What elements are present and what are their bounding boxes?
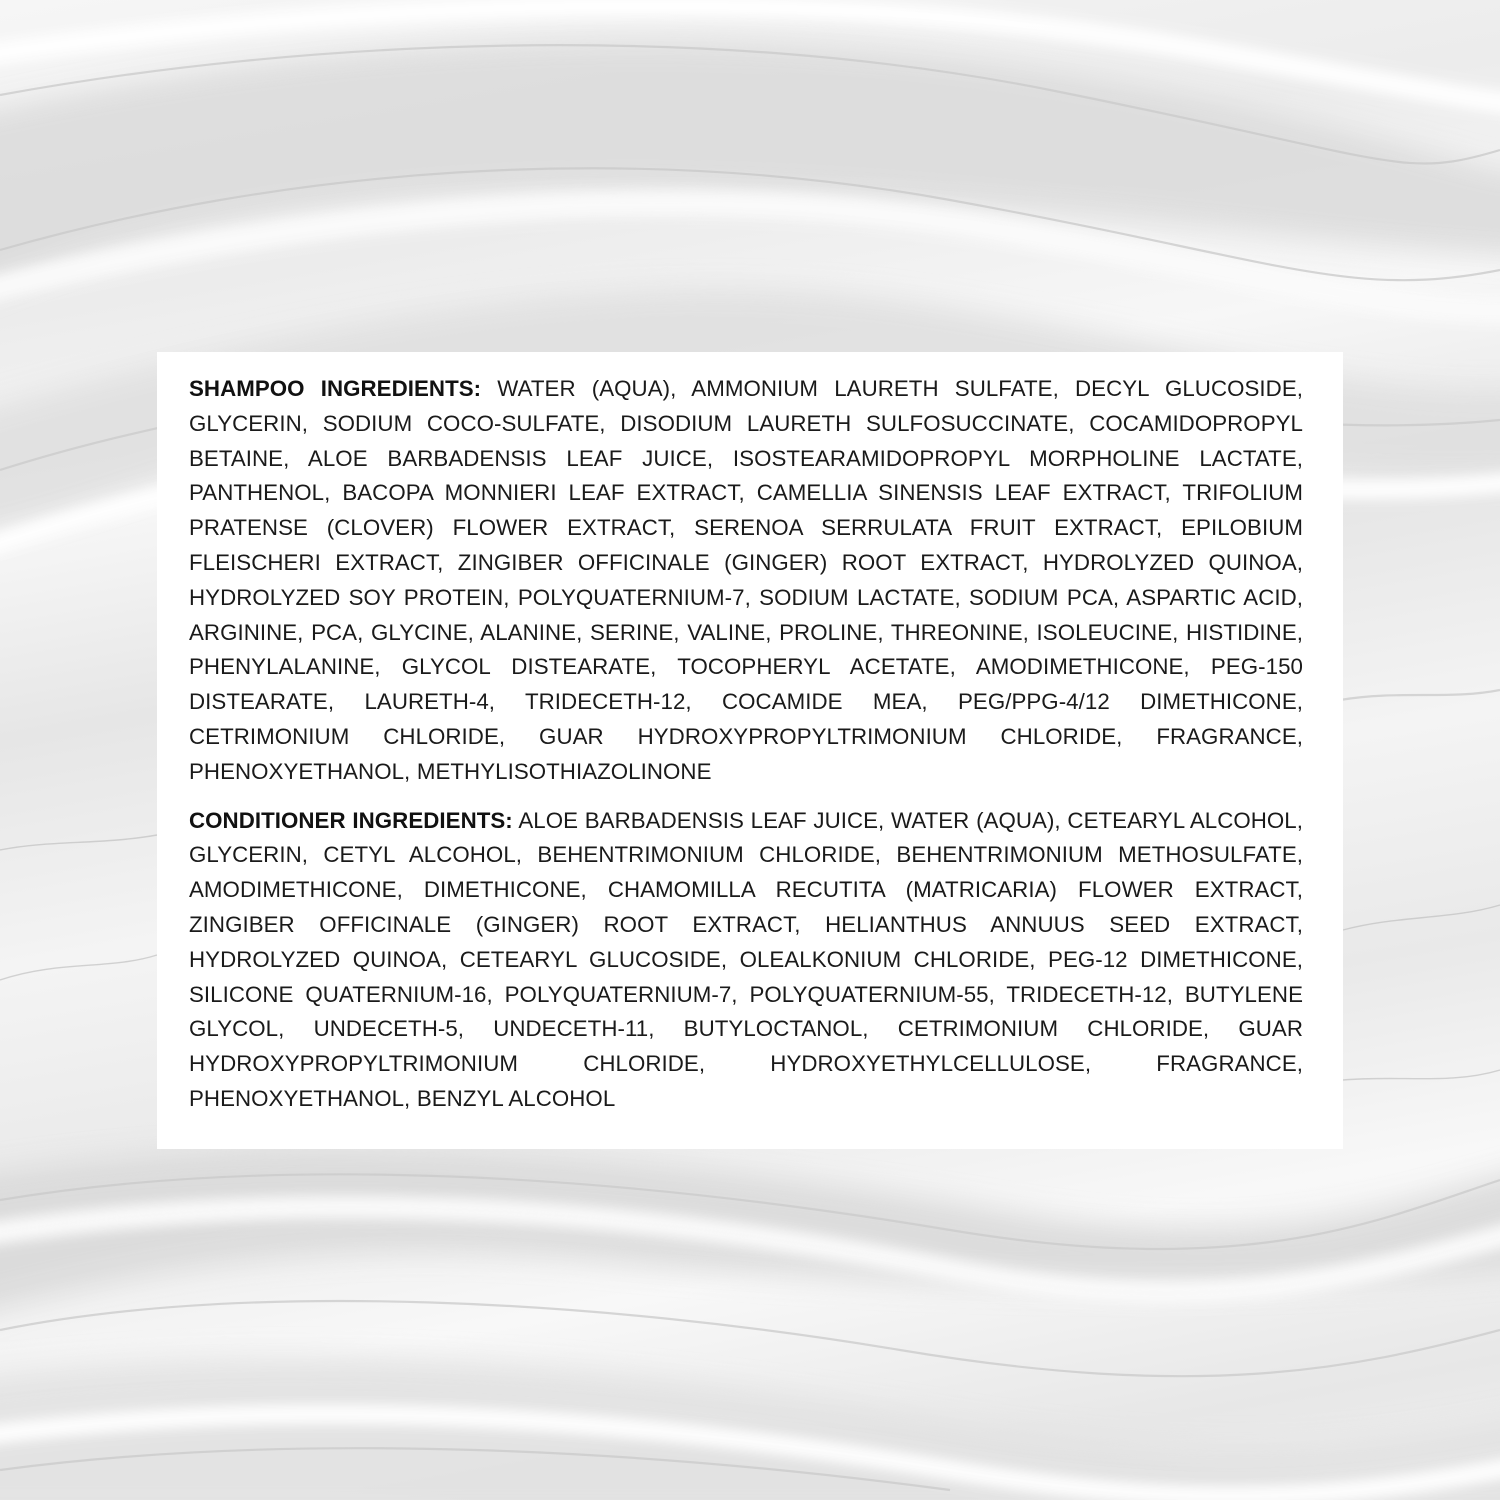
conditioner-ingredients [189,804,1303,1117]
shampoo-heading: SHAMPOO INGREDIENTS: [189,376,482,401]
shampoo-ingredients-text: WATER (AQUA), AMMONIUM LAURETH SULFATE, DECYL GLUCOSIDE, GLYCERIN, SODIUM COCO-SULFATE, DISODIUM LAURETH SULFOSUCCINATE, COCAMIDOPROPYL BETAINE, ALOE BARBADENSIS LEAF JUICE, ISOSTEARAMIDOPROPYL MORPHOLINE LACTATE, PANTHENOL, BACOPA MONNIERI LEAF EXTRACT, CAMELLIA SINENSIS LEAF EXTRACT, TRIFOLIUM PRATENSE (CLOVER) FLOWER EXTRACT, SERENOA SERRULATA FRUIT EXTRACT, EPILOBIUM FLEISCHERI EXTRACT, ZINGIBER OFFICINALE (GINGER) ROOT EXTRACT, HYDROLYZED QUINOA, HYDROLYZED SOY PROTEIN, POLYQUATERNIUM-7, SODIUM LACTATE, SODIUM PCA, ASPARTIC ACID, ARGININE, PCA, GLYCINE, ALANINE, SERINE, VALINE, PROLINE, THREONINE, ISOLEUCINE, HISTIDINE, PHENYLALANINE, GLYCOL DISTEARATE, TOCOPHERYL ACETATE, AMODIMETHICONE, PEG-150 DISTEARATE, LAURETH-4, TRIDECETH-12, COCAMIDE MEA, PEG/PPG-4/12 DIMETHICONE, CETRIMONIUM CHLORIDE, GUAR HYDROXYPROPYLTRIMONIUM CHLORIDE, FRAGRANCE, PHENOXYETHANOL, METHYLISOTHIAZOLINONE [189,376,1303,784]
conditioner-ingredients-text: ALOE BARBADENSIS LEAF JUICE, WATER (AQUA), CETEARYL ALCOHOL, GLYCERIN, CETYL ALCOHOL, BEHENTRIMONIUM CHLORIDE, BEHENTRIMONIUM METHOSULFATE, AMODIMETHICONE, DIMETHICONE, CHAMOMILLA RECUTITA (MATRICARIA) FLOWER EXTRACT, ZINGIBER OFFICINALE (GINGER) ROOT EXTRACT, HELIANTHUS ANNUUS SEED EXTRACT, HYDROLYZED QUINOA, CETEARYL GLUCOSIDE, OLEALKONIUM CHLORIDE, PEG-12 DIMETHICONE, SILICONE QUATERNIUM-16, POLYQUATERNIUM-7, POLYQUATERNIUM-55, TRIDECETH-12, BUTYLENE GLYCOL, UNDECETH-5, UNDECETH-11, BUTYLOCTANOL, CETRIMONIUM CHLORIDE, GUAR HYDROXYPROPYLTRIMONIUM CHLORIDE, HYDROXYETHYLCELLULOSE, FRAGRANCE, PHENOXYETHANOL, BENZYL ALCOHOL [189,807,1303,1111]
ingredients-card [157,352,1343,1149]
conditioner-heading: CONDITIONER INGREDIENTS: [189,807,513,833]
shampoo-ingredients [189,372,1303,790]
